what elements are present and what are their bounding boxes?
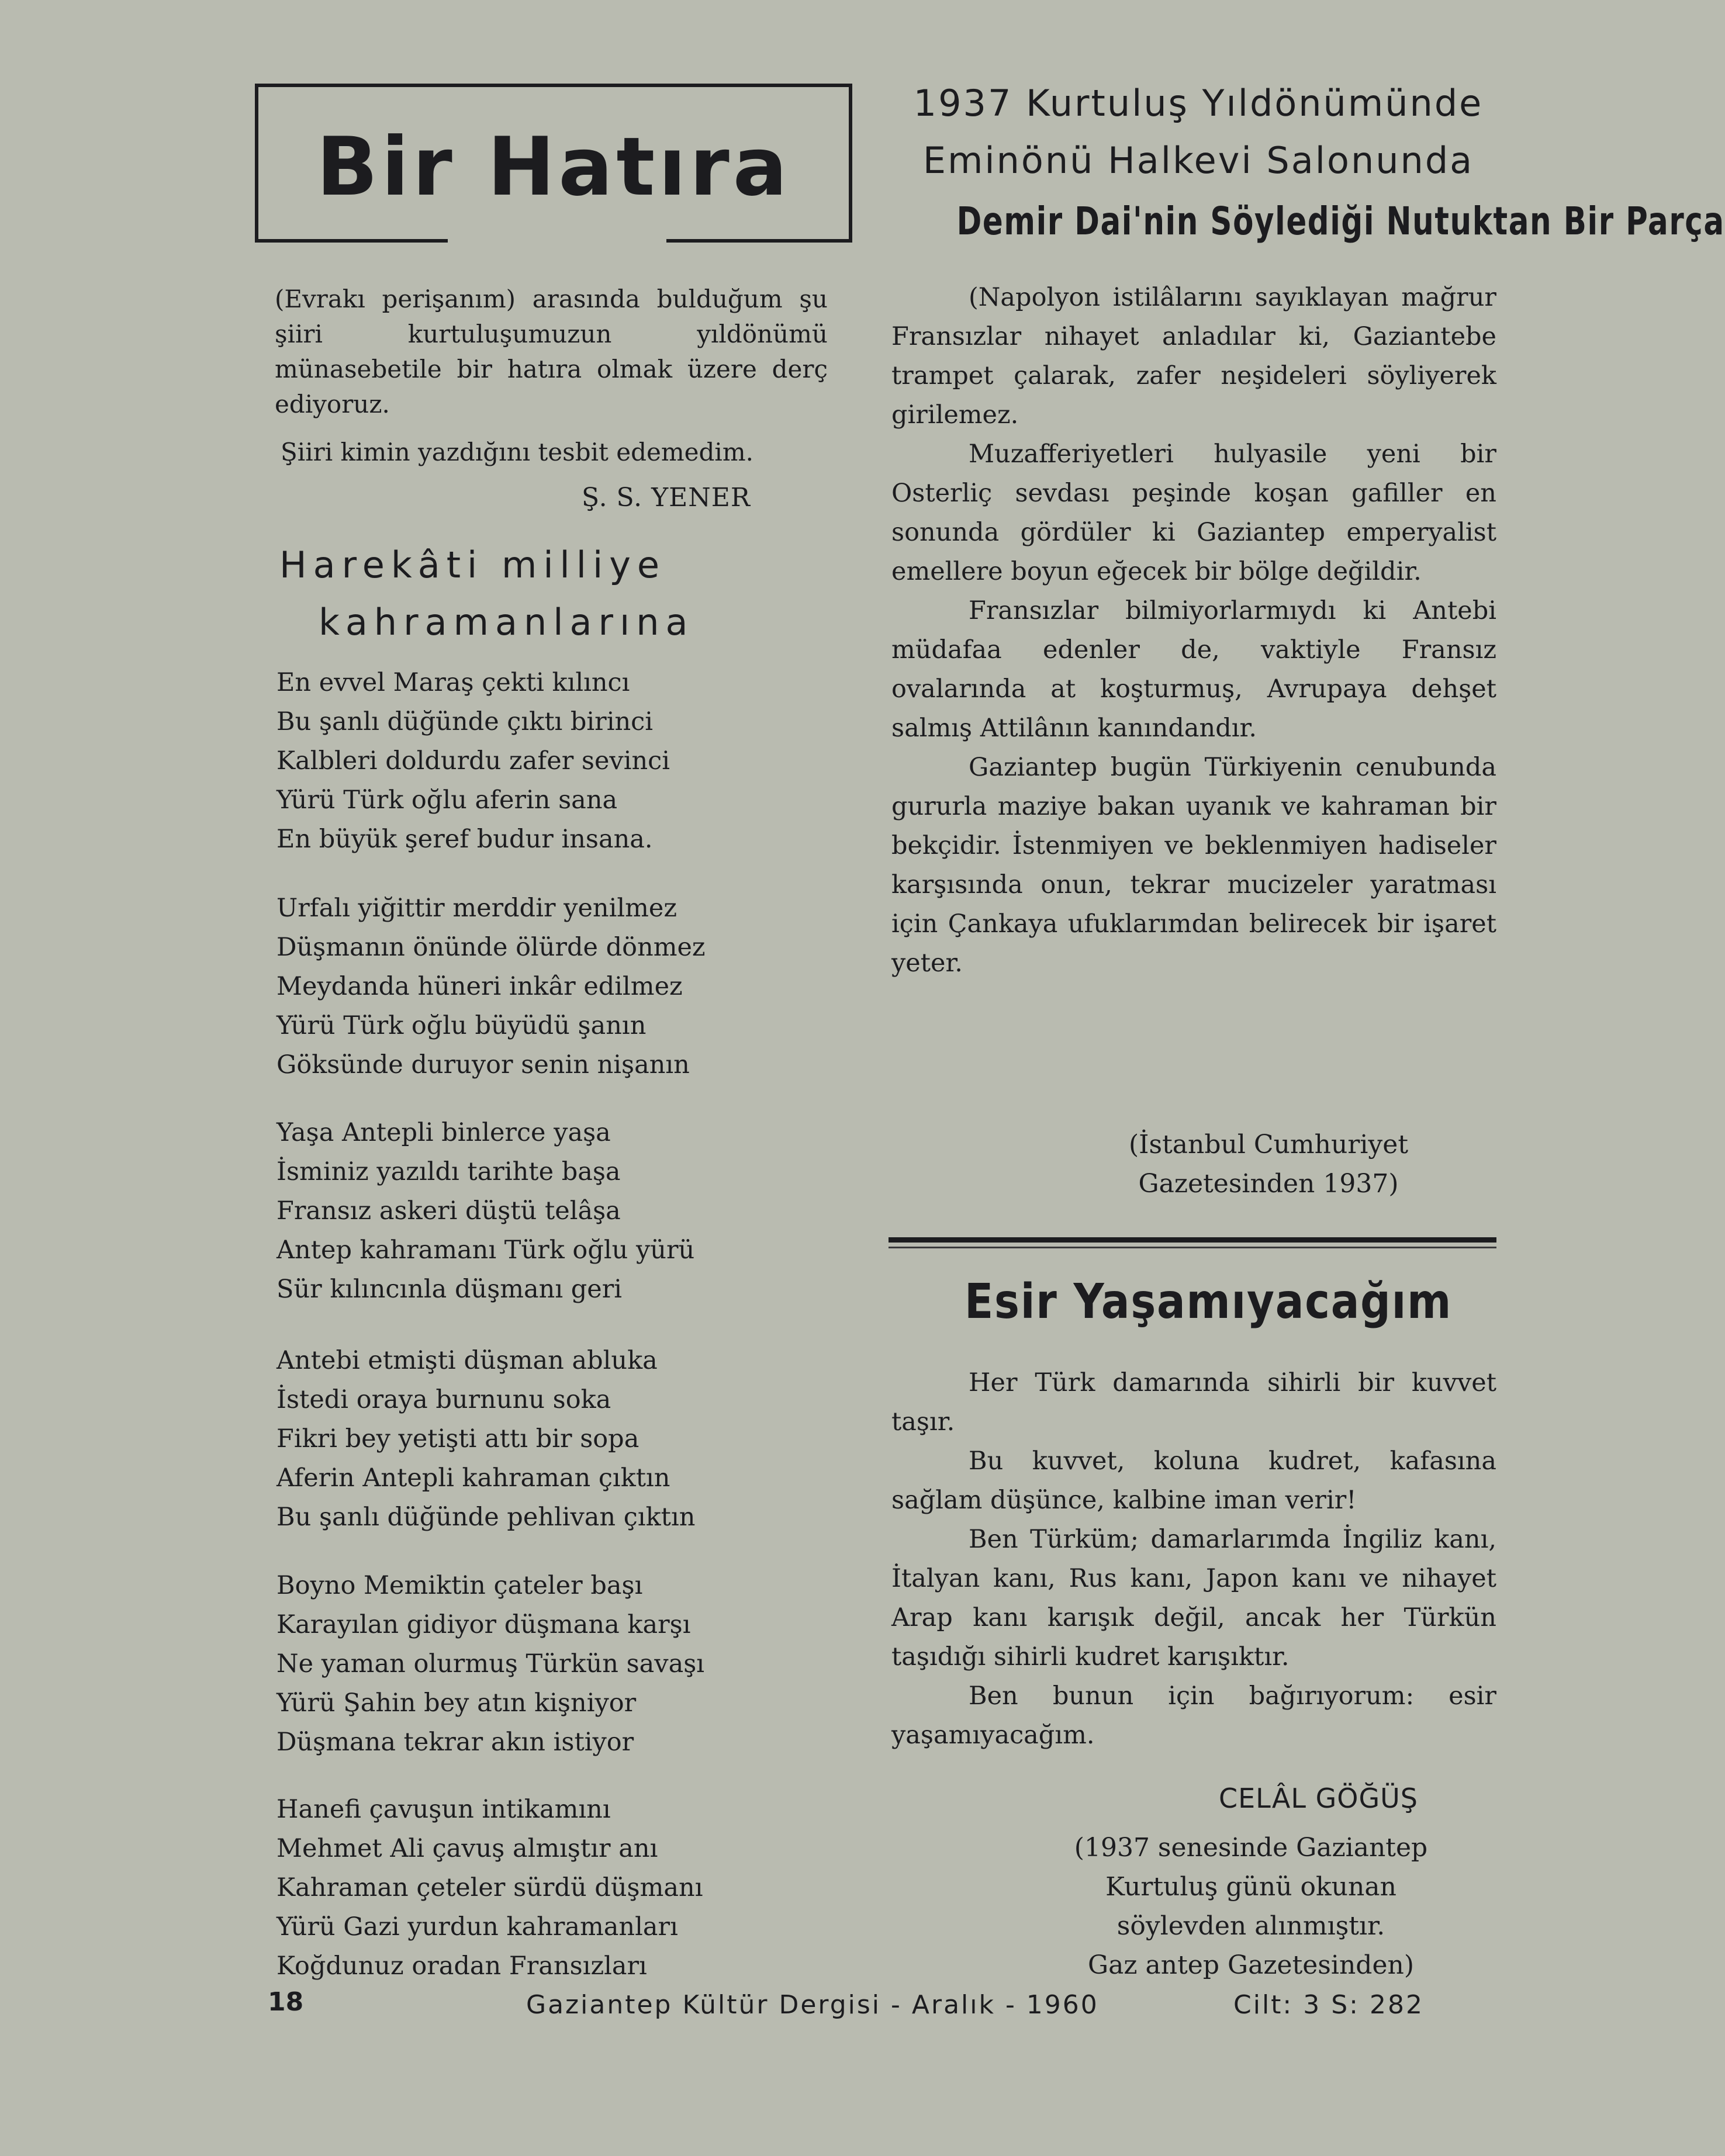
- article-paragraph: Bu kuvvet, koluna kudret, kafasına sağlam düşünce, kalbine iman verir!: [891, 1446, 1496, 1515]
- poem-line: Urfalı yiğittir merddir yenilmez: [276, 894, 677, 923]
- article-paragraph: Muzafferiyetleri hulyasile yeni bir Osterliç sevdası peşinde koşan gafiller en sonunda gördüler ki Gaziantep emperyalist emellere boyun eğecek bir bölge değildir.: [891, 439, 1496, 586]
- poem-line: Yürü Gazi yurdun kahramanları: [276, 1912, 678, 1942]
- poem-line: İstedi oraya burnunu soka: [276, 1385, 611, 1414]
- intro-note: Şiiri kimin yazdığını tesbit edemedim.: [281, 438, 754, 466]
- poem-line: Kahraman çeteler sürdü düşmanı: [276, 1873, 703, 1902]
- poem-stanza-6: [276, 1790, 803, 1986]
- article-paragraph: (Napolyon istilâlarını sayıklayan mağrur Fransızlar nihayet anladılar ki, Gaziantebe trampet çalarak, zafer neşideleri söyliyerek girilemez.: [891, 283, 1496, 430]
- article-paragraph: Ben bunun için bağırıyorum: esir yaşamıyacağım.: [891, 1681, 1496, 1750]
- title-frame-bottom-right: [666, 239, 852, 243]
- poem-line: Yürü Türk oğlu büyüdü şanın: [276, 1011, 647, 1040]
- article-title: Esir Yaşamıyacağım: [965, 1274, 1453, 1330]
- article-paragraph: Her Türk damarında sihirli bir kuvvet taşır.: [891, 1368, 1496, 1437]
- poem-line: Göksünde duruyor senin nişanın: [276, 1050, 690, 1079]
- article-signature: CELÂL GÖĞÜŞ: [1219, 1783, 1418, 1814]
- volume-info: Cilt: 3 S: 282: [1233, 1990, 1424, 2020]
- section-divider: [889, 1237, 1496, 1243]
- speech-header-line-1: 1937 Kurtuluş Yıldönümünde: [913, 82, 1484, 124]
- poem-line: En evvel Maraş çekti kılıncı: [276, 668, 630, 697]
- poem-title-line-1: Harekâti milliye: [279, 544, 666, 586]
- poem-line: Aferin Antepli kahraman çıktın: [276, 1463, 670, 1493]
- article-paragraph: Ben Türküm; damarlarımda İngiliz kanı, İtalyan kanı, Rus kanı, Japon kanı ve nihayet Arap kanı karışık değil, ancak her Türkün taşıdığı sihirli kudret karışıktır.: [891, 1525, 1496, 1671]
- poem-line: Ne yaman olurmuş Türkün savaşı: [276, 1649, 705, 1679]
- poem-stanza-4: [276, 1341, 803, 1537]
- speech-header-line-2: Eminönü Halkevi Salonunda: [922, 139, 1474, 182]
- source-line: Gaz antep Gazetesinden): [1087, 1950, 1414, 1980]
- poem-line: İsminiz yazıldı tarihte başa: [276, 1157, 621, 1186]
- poem-line: Kalbleri doldurdu zafer sevinci: [276, 746, 670, 776]
- article-source: [1005, 1828, 1496, 1985]
- poem-line: En büyük şeref budur insana.: [276, 825, 653, 854]
- page-number: 18: [268, 1987, 304, 2017]
- poem-line: Fransız askeri düştü telâşa: [276, 1196, 621, 1226]
- source-line: (1937 senesinde Gaziantep: [1074, 1833, 1428, 1863]
- poem-line: Düşmana tekrar akın istiyor: [276, 1728, 634, 1757]
- poem-line: Sür kılıncınla düşmanı geri: [276, 1275, 623, 1304]
- source-line: Gazetesinden 1937): [1138, 1169, 1399, 1199]
- poem-stanza-5: [276, 1566, 803, 1762]
- poem-stanza-3: [276, 1113, 803, 1309]
- poem-line: Hanefi çavuşun intikamını: [276, 1795, 611, 1824]
- poem-line: Mehmet Ali çavuş almıştır anı: [276, 1834, 658, 1863]
- poem-line: Boyno Memiktin çateler başı: [276, 1571, 643, 1600]
- poem-line: Yaşa Antepli binlerce yaşa: [276, 1118, 611, 1147]
- poem-line: Karayılan gidiyor düşmana karşı: [276, 1610, 691, 1639]
- source-line: (İstanbul Cumhuriyet: [1128, 1130, 1409, 1160]
- esir-article: [891, 1363, 1496, 1755]
- poem-line: Yürü Şahin bey atın kişniyor: [276, 1688, 637, 1718]
- poem-title-line-2: kahramanlarına: [319, 601, 694, 643]
- poem-line: Fikri bey yetişti attı bir sopa: [276, 1424, 639, 1454]
- speech-header-line-3: Demir Dai'nin Söylediği Nutuktan Bir Parça: [956, 199, 1725, 244]
- article-source: [1081, 1125, 1456, 1203]
- intro-paragraph: (Evrakı perişanım) arasında bulduğum şu şiiri kurtuluşumuzun yıldönümü münasebetile bir hatıra olmak üzere derç ediyoruz.: [275, 285, 828, 418]
- poem-line: Koğdunuz oradan Fransızları: [276, 1951, 647, 1981]
- poem-stanza-2: [276, 889, 803, 1085]
- speech-article: [891, 278, 1496, 983]
- intro-signature: Ş. S. YENER: [582, 483, 751, 513]
- poem-line: Antep kahramanı Türk oğlu yürü: [276, 1236, 695, 1265]
- page-title: Bir Hatıra: [316, 120, 791, 214]
- poem-line: Yürü Türk oğlu aferin sana: [276, 785, 618, 815]
- article-paragraph: Gaziantep bugün Türkiyenin cenubunda gururla maziye bakan uyanık ve kahraman bir bekçidir. İstenmiyen ve beklenmiyen hadiseler karşısında onun, tekrar mucizeler yaratması için Çankaya ufuklarımdan belirecek bir işaret yeter.: [891, 753, 1496, 978]
- poem-line: Bu şanlı düğünde pehlivan çıktın: [276, 1503, 696, 1532]
- poem-line: Düşmanın önünde ölürde dönmez: [276, 933, 706, 962]
- article-paragraph: Fransızlar bilmiyorlarmıydı ki Antebi müdafaa edenler de, vaktiyle Fransız ovalarında at koşturmuş, Avrupaya dehşet salmış Attilânın kanındandır.: [891, 596, 1496, 743]
- magazine-info: Gaziantep Kültür Dergisi - Aralık - 1960: [526, 1990, 1099, 2020]
- poem-line: Antebi etmişti düşman abluka: [276, 1346, 658, 1375]
- title-frame-bottom-left: [255, 239, 448, 243]
- poem-line: Bu şanlı düğünde çıktı birinci: [276, 707, 654, 736]
- poem-line: Meydanda hüneri inkâr edilmez: [276, 972, 683, 1001]
- section-divider-thin: [889, 1247, 1496, 1248]
- source-line: söylevden alınmıştır.: [1116, 1911, 1385, 1941]
- poem-stanza-1: [276, 663, 803, 859]
- source-line: Kurtuluş günü okunan: [1105, 1872, 1396, 1902]
